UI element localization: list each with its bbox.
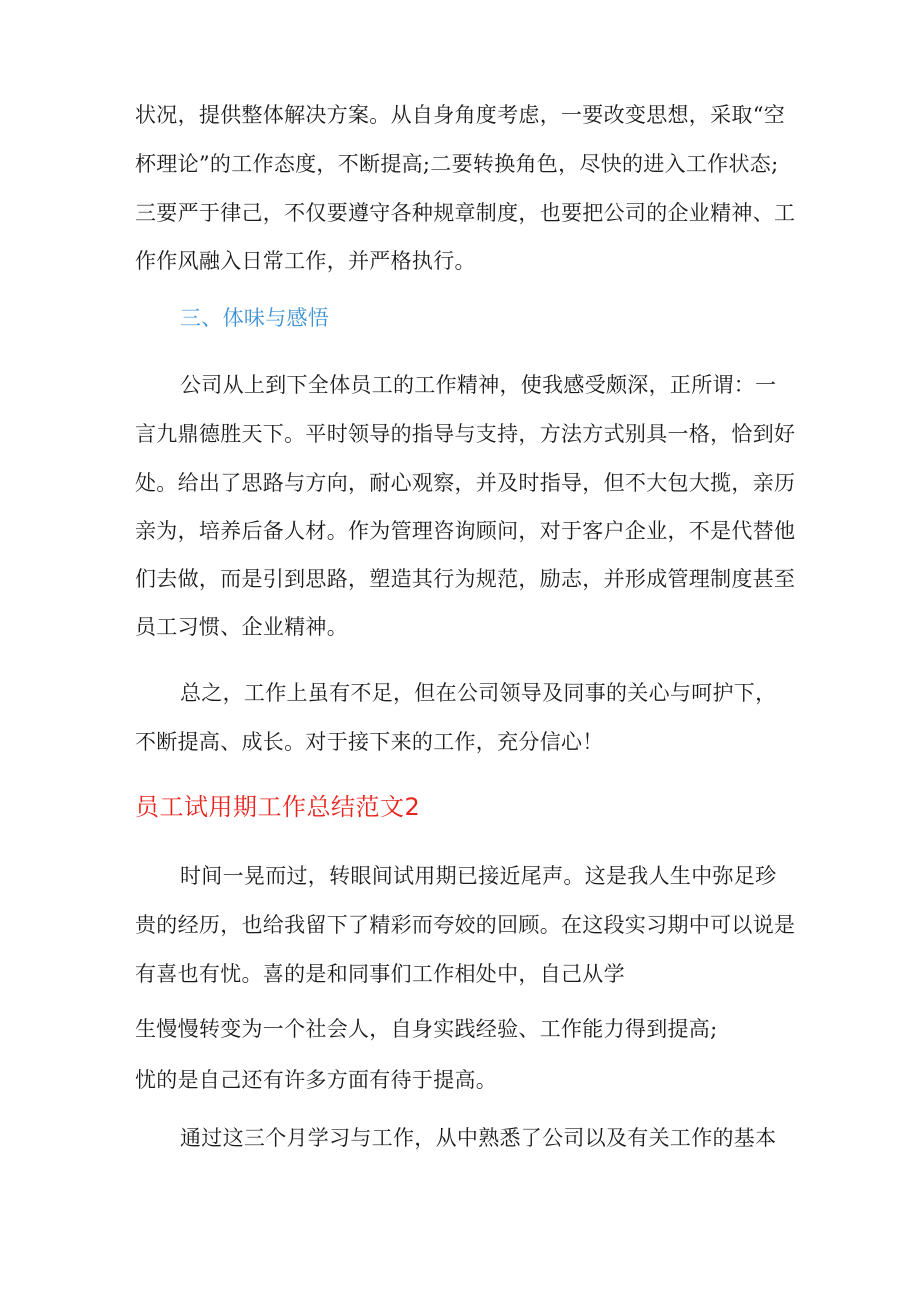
paragraph-3-line-2: 不断提高、成长。对于接下来的工作，充分信心！ [135, 730, 604, 754]
article-heading: 员工试用期工作总结范文2 [135, 793, 421, 821]
paragraph-4-line-1: 时间一晃而过，转眼间试用期已接近尾声。这是我人生中弥足珍 [180, 864, 777, 888]
paragraph-1-line-4: 作作风融入日常工作，并严格执行。 [135, 249, 476, 273]
paragraph-1-line-1: 状况，提供整体解决方案。从自身角度考虑，一要改变思想，采取“空 [135, 103, 786, 127]
paragraph-2-line-3: 处。给出了思路与方向，耐心观察，并及时指导，但不大包大揽，亲历 [135, 471, 796, 495]
paragraph-1-line-3: 三要严于律己，不仅要遵守各种规章制度，也要把公司的企业精神、工 [135, 201, 796, 225]
paragraph-5-line-1: 通过这三个月学习与工作，从中熟悉了公司以及有关工作的基本 [180, 1126, 777, 1150]
paragraph-2-line-4: 亲为，培养后备人材。作为管理咨询顾问，对于客户企业，不是代替他 [135, 519, 796, 543]
paragraph-2-line-6: 员工习惯、企业精神。 [135, 615, 348, 639]
paragraph-3-line-1: 总之，工作上虽有不足，但在公司领导及同事的关心与呵护下， [180, 681, 777, 705]
paragraph-1-line-2: 杯理论”的工作态度，不断提高;二要转换角色，尽快的进入工作状态; [135, 152, 779, 176]
paragraph-4-line-4: 生慢慢转变为一个社会人，自身实践经验、工作能力得到提高; [135, 1017, 718, 1041]
section-title: 三、体味与感悟 [180, 306, 330, 330]
paragraph-4-line-2: 贵的经历，也给我留下了精彩而夸姣的回顾。在这段实习期中可以说是 [135, 913, 796, 937]
paragraph-4-line-5: 忧的是自己还有许多方面有待于提高。 [135, 1068, 498, 1092]
paragraph-4-line-3: 有喜也有忧。喜的是和同事们工作相处中，自己从学 [135, 962, 625, 986]
paragraph-2-line-1: 公司从上到下全体员工的工作精神，使我感受颇深，正所谓：一 [180, 373, 777, 397]
paragraph-2-line-5: 们去做，而是引到思路，塑造其行为规范，励志，并形成管理制度甚至 [135, 567, 796, 591]
paragraph-2-line-2: 言九鼎德胜天下。平时领导的指导与支持，方法方式别具一格，恰到好 [135, 422, 796, 446]
